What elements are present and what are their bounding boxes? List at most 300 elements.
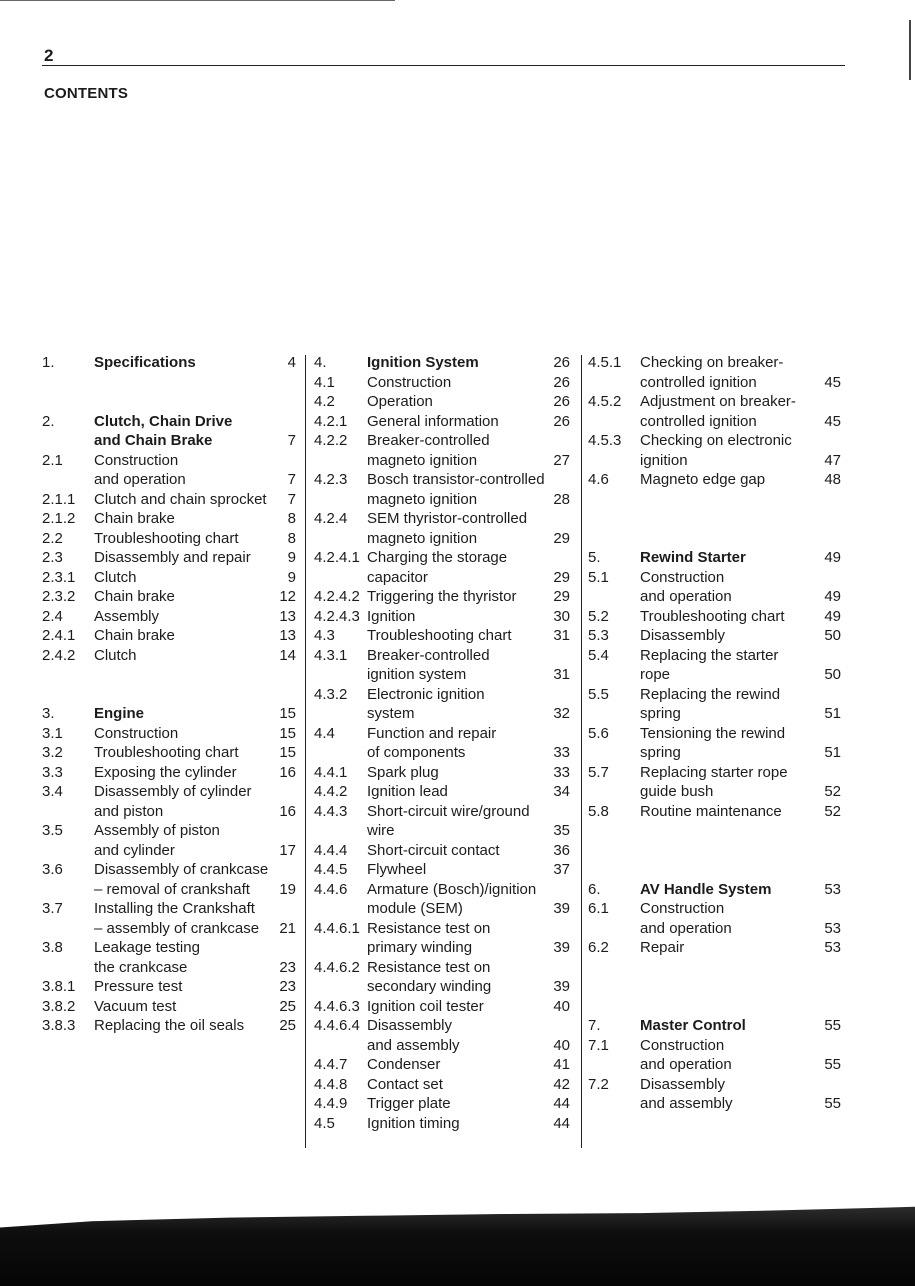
toc-entry-title: primary winding <box>367 939 473 956</box>
toc-entry-title: Tensioning the rewind <box>640 724 786 742</box>
toc-entry-number: 1. <box>42 354 55 371</box>
toc-entry-number: 6. <box>588 880 601 898</box>
toc-entry <box>314 802 570 822</box>
toc-entry-number: 3.1 <box>42 724 63 742</box>
toc-entry-number: 3.2 <box>42 744 63 761</box>
toc-entry-title: Short-circuit contact <box>367 841 500 859</box>
toc-entry-number: 5.6 <box>588 724 609 742</box>
toc-entry <box>588 977 841 997</box>
toc-entry <box>314 1055 570 1075</box>
toc-entry <box>588 958 841 978</box>
toc-entry <box>588 1036 841 1056</box>
toc-entry-number: 4.2.4 <box>314 510 348 527</box>
toc-entry-title: controlled ignition <box>640 373 757 391</box>
toc-entry <box>314 1075 570 1095</box>
toc-entry-page: 33 <box>553 744 570 761</box>
toc-entry-title: Chain brake <box>94 627 175 644</box>
toc-entry-number: 3.8 <box>42 939 63 956</box>
toc-entry-title: Electronic ignition <box>367 685 485 703</box>
toc-entry-title: Short-circuit wire/ground <box>367 802 530 820</box>
toc-entry <box>42 548 296 568</box>
toc-entry-number: 4.2.2 <box>314 432 348 449</box>
toc-entry-number: 4.1 <box>314 373 335 391</box>
toc-entry <box>42 899 296 919</box>
toc-entry <box>588 802 841 822</box>
toc-entry-page: 39 <box>553 939 570 956</box>
toc-entry-number: 4.4.6.1 <box>314 919 360 937</box>
toc-entry-title: Ignition coil tester <box>367 997 484 1015</box>
toc-entry <box>42 431 296 451</box>
toc-entry-title: and piston <box>94 802 164 820</box>
toc-entry <box>42 860 296 880</box>
toc-entry-title: Engine <box>94 705 145 722</box>
toc-entry-page: 37 <box>553 861 570 878</box>
toc-entry-number: 3.8.2 <box>42 997 76 1015</box>
toc-entry-number: 2.1 <box>42 451 63 469</box>
toc-entry-title: Replacing starter rope <box>640 763 788 781</box>
toc-entry-page: 32 <box>553 705 570 722</box>
toc-entry-page: 55 <box>824 1095 841 1112</box>
toc-entry-title: Ignition lead <box>367 783 448 800</box>
toc-entry-title: Operation <box>367 393 433 410</box>
toc-entry-title: Disassembly and repair <box>94 549 251 566</box>
toc-entry-number: 5. <box>588 549 601 566</box>
toc-entry-title: Troubleshooting chart <box>640 607 785 625</box>
toc-entry-number: 5.3 <box>588 627 609 644</box>
toc-entry-page: 29 <box>553 588 570 605</box>
toc-entry-title: Construction <box>94 451 179 469</box>
toc-entry-number: 4.4 <box>314 724 335 742</box>
toc-entry-page: 48 <box>824 471 841 488</box>
toc-entry-number: 4.3 <box>314 627 335 644</box>
toc-entry-page: 25 <box>279 1017 296 1034</box>
toc-entry-page: 23 <box>279 978 296 995</box>
toc-entry-page: 52 <box>824 783 841 800</box>
toc-entry-number: 3.4 <box>42 783 63 800</box>
toc-entry <box>588 626 841 646</box>
toc-entry-number: 7. <box>588 1017 601 1034</box>
toc-entry-page: 25 <box>279 997 296 1015</box>
toc-entry <box>314 704 570 724</box>
toc-entry <box>314 899 570 919</box>
toc-entry-page: 50 <box>824 627 841 644</box>
toc-entry-page: 34 <box>553 783 570 800</box>
toc-entry-page: 19 <box>279 880 296 898</box>
toc-entry <box>42 763 296 783</box>
toc-entry-page: 49 <box>824 588 841 605</box>
toc-entry <box>588 880 841 900</box>
toc-entry-title: – removal of crankshaft <box>94 880 250 898</box>
scan-shadow-band <box>0 1196 915 1286</box>
toc-entry-page: 8 <box>287 510 296 527</box>
toc-entry-number: 4.4.6.4 <box>314 1017 360 1034</box>
toc-entry-title: Vacuum test <box>94 997 177 1015</box>
toc-entry-page: 4 <box>287 354 296 371</box>
toc-entry <box>314 587 570 607</box>
toc-entry-page: 41 <box>553 1056 570 1073</box>
toc-entry <box>42 782 296 802</box>
toc-entry-page: 33 <box>553 763 570 781</box>
toc-entry-title: spring <box>640 744 681 761</box>
toc-entry <box>42 685 296 705</box>
toc-entry-title: and operation <box>94 471 186 488</box>
toc-entry <box>314 743 570 763</box>
toc-entry <box>314 548 570 568</box>
toc-entry-number: 5.8 <box>588 802 609 820</box>
toc-entry <box>314 607 570 627</box>
toc-entry <box>314 958 570 978</box>
toc-entry <box>588 529 841 549</box>
toc-entry-page: 40 <box>553 1036 570 1054</box>
toc-entry-page: 36 <box>553 841 570 859</box>
toc-entry <box>588 412 841 432</box>
toc-entry <box>314 1094 570 1114</box>
toc-entry-title: magneto ignition <box>367 529 478 547</box>
toc-entry-title: Rewind Starter <box>640 549 746 566</box>
toc-entry <box>42 704 296 724</box>
toc-entry <box>314 977 570 997</box>
toc-entry-title: Spark plug <box>367 763 439 781</box>
toc-entry-title: Magneto edge gap <box>640 471 766 488</box>
toc-entry <box>314 880 570 900</box>
toc-entry <box>314 763 570 783</box>
toc-entry-number: 7.1 <box>588 1036 609 1054</box>
toc-entry <box>588 509 841 529</box>
toc-entry-page: 7 <box>287 432 296 449</box>
toc-entry-title: Function and repair <box>367 724 497 742</box>
toc-entry-page: 26 <box>553 393 570 410</box>
toc-entry-page: 45 <box>824 373 841 391</box>
toc-entry-title: Condenser <box>367 1056 441 1073</box>
toc-entry-number: 5.2 <box>588 607 609 625</box>
toc-entry-number: 3.7 <box>42 900 63 917</box>
toc-entry-number: 4.2.3 <box>314 471 348 488</box>
toc-entry <box>42 529 296 549</box>
toc-entry <box>42 607 296 627</box>
toc-entry-number: 2.4.2 <box>42 646 76 664</box>
toc-entry <box>42 587 296 607</box>
toc-entry-title: Breaker-controlled <box>367 646 490 664</box>
toc-entry-title: General information <box>367 412 499 430</box>
scan-edge-mark <box>909 20 911 80</box>
toc-entry <box>314 841 570 861</box>
toc-entry <box>314 919 570 939</box>
toc-entry <box>314 451 570 471</box>
toc-entry <box>588 860 841 880</box>
toc-entry-title: secondary winding <box>367 978 492 995</box>
toc-entry-title: spring <box>640 705 681 722</box>
toc-entry <box>42 490 296 510</box>
toc-entry-title: Construction <box>94 724 179 742</box>
toc-entry-title: and cylinder <box>94 841 175 859</box>
toc-entry <box>314 490 570 510</box>
toc-entry <box>588 938 841 958</box>
toc-entry-number: 4.4.8 <box>314 1075 348 1093</box>
toc-entry <box>42 724 296 744</box>
toc-entry-number: 3.6 <box>42 861 63 878</box>
toc-entry-title: Triggering the thyristor <box>367 588 517 605</box>
toc-entry-page: 35 <box>553 822 570 839</box>
toc-entry-page: 23 <box>279 958 296 976</box>
toc-entry-page: 9 <box>287 549 296 566</box>
scan-top-edge-line <box>0 0 395 1</box>
toc-entry-page: 55 <box>824 1056 841 1073</box>
toc-entry-number: 4.4.9 <box>314 1095 348 1112</box>
toc-entry-title: guide bush <box>640 783 714 800</box>
toc-entry-page: 13 <box>279 607 296 625</box>
toc-entry-title: Disassembly <box>367 1017 453 1034</box>
toc-entry-number: 6.1 <box>588 900 609 917</box>
toc-entry <box>42 353 296 373</box>
toc-entry-title: Exposing the cylinder <box>94 763 237 781</box>
toc-entry-title: Troubleshooting chart <box>367 627 512 644</box>
toc-entry <box>588 431 841 451</box>
toc-entry-page: 44 <box>553 1095 570 1112</box>
page-number: 2 <box>44 46 54 65</box>
toc-entry-title: Resistance test on <box>367 919 491 937</box>
toc-entry-page: 16 <box>279 802 296 820</box>
toc-entry-page: 47 <box>824 451 841 469</box>
toc-entry <box>588 1094 841 1114</box>
toc-entry-page: 27 <box>553 451 570 469</box>
toc-entry-number: 4.4.5 <box>314 861 348 878</box>
toc-entry-page: 51 <box>824 705 841 722</box>
toc-entry <box>588 1055 841 1075</box>
header-rule <box>42 65 845 66</box>
toc-entry-title: Bosch transistor-controlled <box>367 471 545 488</box>
toc-entry <box>42 470 296 490</box>
toc-entry-title: Construction <box>367 373 452 391</box>
toc-entry <box>42 977 296 997</box>
toc-entry-page: 53 <box>824 939 841 956</box>
toc-entry-title: Trigger plate <box>367 1095 451 1112</box>
toc-entry-title: capacitor <box>367 568 428 586</box>
toc-entry <box>42 802 296 822</box>
toc-entry-title: Troubleshooting chart <box>94 529 239 547</box>
toc-entry <box>588 1016 841 1036</box>
toc-entry <box>42 509 296 529</box>
toc-entry-number: 2.3 <box>42 549 63 566</box>
toc-entry <box>588 782 841 802</box>
toc-entry-number: 4. <box>314 354 327 371</box>
toc-entry-title: Disassembly <box>640 627 726 644</box>
toc-entry <box>314 860 570 880</box>
toc-entry-title: Pressure test <box>94 978 183 995</box>
toc-entry <box>314 529 570 549</box>
toc-entry-page: 49 <box>824 549 841 566</box>
toc-entry <box>42 880 296 900</box>
toc-entry-title: Ignition timing <box>367 1114 460 1132</box>
toc-entry-title: Armature (Bosch)/ignition <box>367 880 537 898</box>
toc-entry <box>588 587 841 607</box>
toc-entry-page: 51 <box>824 744 841 761</box>
toc-entry-title: and operation <box>640 588 732 605</box>
toc-entry-title: Replacing the oil seals <box>94 1017 245 1034</box>
toc-entry-title: Clutch, Chain Drive <box>94 412 233 430</box>
toc-entry-number: 3.8.1 <box>42 978 76 995</box>
toc-entry-number: 4.2.4.1 <box>314 549 360 566</box>
toc-entry <box>314 470 570 490</box>
toc-entry-number: 2. <box>42 412 55 430</box>
toc-entry-page: 30 <box>553 607 570 625</box>
toc-entry-number: 5.4 <box>588 646 609 664</box>
toc-entry-page: 53 <box>824 880 841 898</box>
toc-entry <box>588 763 841 783</box>
toc-entry <box>588 1075 841 1095</box>
toc-entry-number: 3.3 <box>42 763 63 781</box>
toc-entry-title: controlled ignition <box>640 412 757 430</box>
toc-entry <box>42 821 296 841</box>
toc-entry-page: 8 <box>287 529 296 547</box>
toc-entry-number: 4.4.1 <box>314 763 348 781</box>
toc-entry-page: 7 <box>287 490 296 508</box>
toc-entry-page: 12 <box>279 588 296 605</box>
toc-entry-number: 2.3.1 <box>42 568 76 586</box>
toc-entry-number: 4.2.1 <box>314 412 348 430</box>
toc-entry-number: 4.2 <box>314 393 335 410</box>
toc-entry-page: 13 <box>279 627 296 644</box>
toc-entry-title: Clutch <box>94 646 137 664</box>
toc-entry-number: 4.4.6 <box>314 880 348 898</box>
toc-entry <box>314 626 570 646</box>
toc-entry-title: Assembly of piston <box>94 822 220 839</box>
toc-entry-title: wire <box>367 822 395 839</box>
toc-entry <box>42 919 296 939</box>
toc-entry-page: 44 <box>553 1114 570 1132</box>
toc-entry-title: Checking on electronic <box>640 432 792 449</box>
toc-entry-number: 3. <box>42 705 55 722</box>
toc-entry <box>42 841 296 861</box>
toc-entry-title: Construction <box>640 900 725 917</box>
toc-entry-title: Chain brake <box>94 510 175 527</box>
toc-entry-number: 4.4.6.2 <box>314 958 360 976</box>
toc-entry-page: 42 <box>553 1075 570 1093</box>
toc-entry <box>314 665 570 685</box>
toc-entry <box>314 724 570 744</box>
toc-entry-title: SEM thyristor-controlled <box>367 510 528 527</box>
toc-entry-number: 2.4 <box>42 607 63 625</box>
toc-entry-title: Routine maintenance <box>640 802 782 820</box>
toc-entry-page: 52 <box>824 802 841 820</box>
toc-entry-title: Resistance test on <box>367 958 491 976</box>
toc-entry-title: Chain brake <box>94 588 175 605</box>
toc-entry-title: ignition <box>640 451 688 469</box>
toc-entry-number: 4.4.2 <box>314 783 348 800</box>
toc-entry-number: 4.6 <box>588 471 609 488</box>
toc-entry-page: 26 <box>553 373 570 391</box>
toc-entry <box>42 646 296 666</box>
toc-entry-title: and operation <box>640 919 732 937</box>
toc-entry-title: Master Control <box>640 1017 746 1034</box>
toc-entry-title: Disassembly of cylinder <box>94 783 252 800</box>
toc-entry-page: 40 <box>553 997 570 1015</box>
toc-entry-number: 4.3.2 <box>314 685 348 703</box>
toc-entry-title: magneto ignition <box>367 451 478 469</box>
toc-entry <box>42 568 296 588</box>
toc-entry-page: 49 <box>824 607 841 625</box>
toc-entry-number: 4.5.2 <box>588 393 622 410</box>
toc-entry <box>42 958 296 978</box>
toc-entry-page: 26 <box>553 354 570 371</box>
column-divider <box>305 355 306 1148</box>
toc-entry-title: Checking on breaker- <box>640 354 784 371</box>
toc-entry <box>314 997 570 1017</box>
toc-entry <box>588 470 841 490</box>
toc-entry <box>588 392 841 412</box>
toc-entry-title: and Chain Brake <box>94 432 213 449</box>
toc-entry <box>314 412 570 432</box>
toc-entry-title: Contact set <box>367 1075 443 1093</box>
toc-entry-page: 15 <box>279 724 296 742</box>
toc-entry-page: 15 <box>279 705 296 722</box>
toc-entry <box>42 626 296 646</box>
toc-entry <box>314 353 570 373</box>
toc-entry-page: 53 <box>824 919 841 937</box>
toc-entry-title: and operation <box>640 1056 732 1073</box>
toc-entry <box>314 938 570 958</box>
toc-entry-number: 4.4.4 <box>314 841 348 859</box>
column-divider <box>581 355 582 1148</box>
toc-entry <box>588 821 841 841</box>
toc-entry-title: Leakage testing <box>94 939 200 956</box>
toc-entry-page: 9 <box>287 568 296 586</box>
toc-entry-title: Replacing the starter <box>640 646 779 664</box>
toc-entry <box>588 490 841 510</box>
toc-entry <box>42 938 296 958</box>
toc-entry-title: Installing the Crankshaft <box>94 900 255 917</box>
toc-entry-number: 6.2 <box>588 939 609 956</box>
toc-entry-number: 5.7 <box>588 763 609 781</box>
toc-entry-title: Repair <box>640 939 685 956</box>
toc-entry-title: – assembly of crankcase <box>94 919 260 937</box>
toc-entry-title: and assembly <box>367 1036 460 1054</box>
toc-entry-title: Ignition System <box>367 354 479 371</box>
toc-entry-page: 29 <box>553 568 570 586</box>
toc-entry-number: 3.8.3 <box>42 1017 76 1034</box>
toc-entry <box>42 997 296 1017</box>
toc-entry-title: magneto ignition <box>367 490 478 508</box>
toc-entry-title: of components <box>367 744 466 761</box>
toc-entry <box>42 1016 296 1036</box>
toc-entry-number: 4.2.4.2 <box>314 588 360 605</box>
toc-entry-page: 31 <box>553 627 570 644</box>
toc-entry <box>42 451 296 471</box>
toc-entry <box>314 782 570 802</box>
toc-entry-page: 45 <box>824 412 841 430</box>
toc-entry-page: 14 <box>279 646 296 664</box>
toc-entry-number: 4.4.3 <box>314 802 348 820</box>
toc-entry-title: Clutch and chain sprocket <box>94 490 267 508</box>
toc-entry-title: the crankcase <box>94 958 188 976</box>
toc-entry <box>588 899 841 919</box>
toc-entry-title: Disassembly <box>640 1075 726 1093</box>
toc-entry <box>314 1036 570 1056</box>
toc-entry <box>588 724 841 744</box>
toc-entry <box>42 743 296 763</box>
toc-entry <box>314 1114 570 1134</box>
toc-entry <box>588 646 841 666</box>
toc-entry-number: 4.5.3 <box>588 432 622 449</box>
toc-entry-number: 4.5 <box>314 1114 335 1132</box>
toc-entry-page: 21 <box>279 919 296 937</box>
toc-entry <box>314 431 570 451</box>
toc-entry-number: 7.2 <box>588 1075 609 1093</box>
toc-entry <box>588 548 841 568</box>
toc-entry <box>314 568 570 588</box>
toc-entry-title: Assembly <box>94 607 160 625</box>
toc-entry-title: Flywheel <box>367 861 427 878</box>
toc-entry-title: ignition system <box>367 666 467 683</box>
